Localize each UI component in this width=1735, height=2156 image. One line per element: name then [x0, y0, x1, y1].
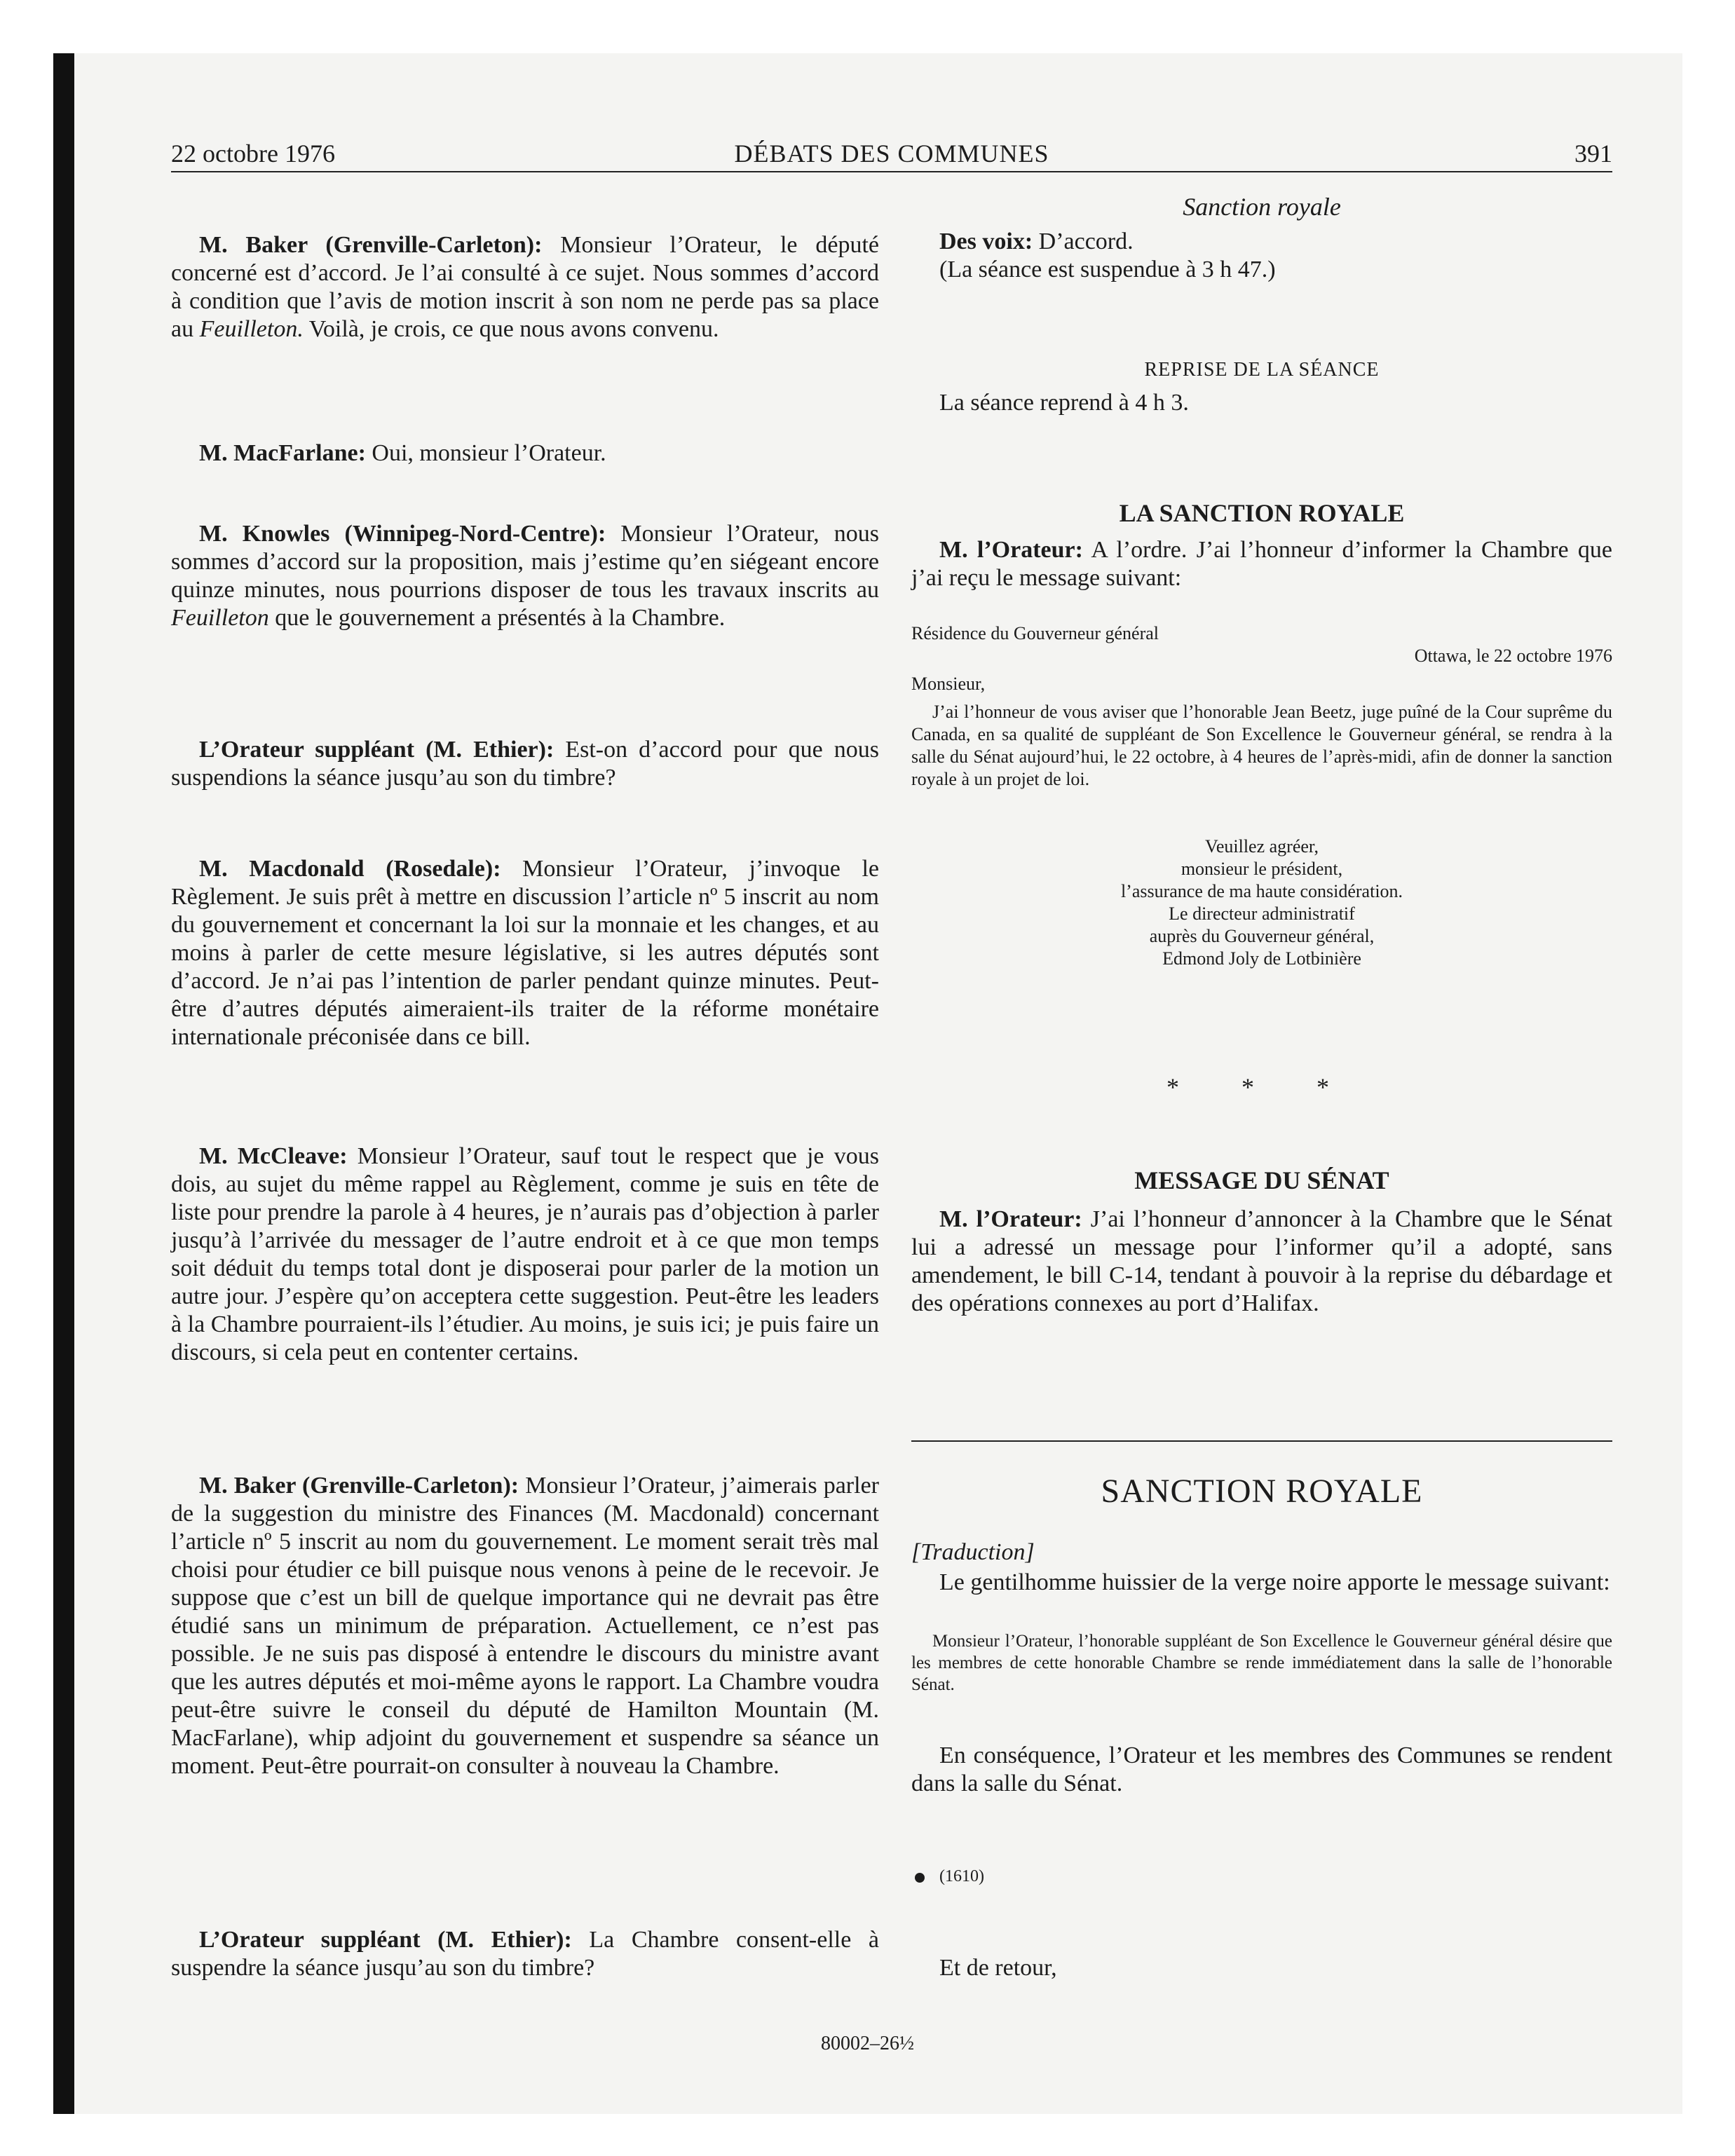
letter-body: J’ai l’honneur de vous aviser que l’honorable Jean Beetz, juge puîné de la Cour suprême du Canada, en sa qualité de suppléant de Son Excellence le Gouverneur général, se rendra à la salle du Sénat aujourd’hui, le 22 octobre, à 4 heures de l’après-midi, afin de donner la sanction royale à un projet de loi.: [911, 702, 1612, 789]
speech-text: Monsieur l’Orateur, j’invoque le Règlement. Je suis prêt à mettre en discussion l’article nº 5 inscrit au nom du gouvernement et concernant la loi sur la monnaie et les changes, et au moins à parler de cette mesure législative, si les autres députés sont d’accord. Je n’ai pas l’intention de parler pendant quinze minutes. Peut-être d’autres députés aimeraient-ils traiter de la réforme monétaire internationale préconisée dans ce bill.: [171, 856, 879, 1050]
speech-mccleave: [171, 1142, 879, 1367]
letter-body-block: [911, 701, 1612, 791]
timestamp: (1610): [939, 1867, 984, 1885]
speaker-name: L’Orateur suppléant (M. Ethier):: [199, 737, 554, 763]
letter-salutation: Monsieur,: [911, 674, 986, 694]
speech-italic: Feuilleton.: [199, 316, 304, 342]
page-number: 391: [1574, 139, 1612, 168]
senate-message: [911, 1206, 1612, 1318]
speech-text: Oui, monsieur l’Orateur.: [365, 440, 606, 466]
speech-text: Monsieur l’Orateur, sauf tout le respect que je vous dois, au sujet du même rappel au Règlement, comme je suis en tête de liste pour prendre la parole à 4 heures, je n’aurais pas d’objection à parler jusqu’à l’arrivée du messager de l’autre endroit et à ce que mon temps soit déduit du temps total dont je disposerai pour parler de la motion un autre jour. J’espère qu’on acceptera cette suggestion. Peut-être les leaders à la Chambre pourraient-ils l’étudier. Au moins, je suis ici; je puis faire un discours, si cela peut en contenter certains.: [171, 1143, 880, 1365]
speaker-name: M. Knowles (Winnipeg-Nord-Centre):: [199, 521, 606, 547]
usher-message-block: [911, 1630, 1612, 1696]
header-title: DÉBATS DES COMMUNES: [734, 139, 1049, 168]
speech-text: La Chambre consent-elle à suspendre la séance jusqu’au son du timbre?: [171, 1927, 879, 1981]
page-header: [171, 139, 1612, 175]
speaker-name: M. Baker (Grenville-Carleton):: [199, 232, 543, 258]
speech-knowles: [171, 520, 879, 632]
letter-residence: Résidence du Gouverneur général: [911, 623, 1159, 643]
speaker-name: M. MacFarlane:: [199, 440, 366, 466]
letter-closing: [911, 835, 1612, 970]
royal-assent-big-heading: SANCTION ROYALE: [1101, 1473, 1423, 1510]
page-footer: 80002–26½: [821, 2033, 914, 2054]
return-block: [911, 1954, 1612, 1982]
royal-assent-heading: LA SANCTION ROYALE: [1119, 499, 1405, 527]
translation-note: [Traduction]: [911, 1539, 1035, 1565]
resumption-block: [911, 389, 1612, 417]
closing-line: l’assurance de ma haute considération.: [1120, 881, 1403, 901]
suspension-note: (La séance est suspendue à 3 h 47.): [939, 257, 1276, 282]
senate-heading: MESSAGE DU SÉNAT: [1134, 1166, 1389, 1194]
speech-text: Voilà, je crois, ce que nous avons convenu.: [303, 316, 719, 342]
speaker-name: M. Macdonald (Rosedale):: [199, 856, 501, 882]
speaker-announcement: [911, 536, 1612, 592]
speech-ethier-1: [171, 736, 879, 792]
speech-ethier-2: [171, 1926, 879, 1982]
running-head: Sanction royale: [1183, 193, 1341, 221]
bullet-icon: [915, 1873, 925, 1883]
letter-place-date: Ottawa, le 22 octobre 1976: [1414, 646, 1612, 666]
section-rule: [911, 1440, 1612, 1442]
speaker-name: Des voix:: [939, 228, 1033, 254]
speech-text: D’accord.: [1033, 228, 1134, 254]
closing-line: auprès du Gouverneur général,: [1149, 926, 1375, 946]
speaker-name: M. l’Orateur:: [939, 1206, 1082, 1232]
speaker-name: L’Orateur suppléant (M. Ethier):: [199, 1927, 572, 1953]
speech-macfarlane: [171, 439, 879, 468]
speech-italic: Feuilleton: [171, 605, 269, 631]
speech-text: Monsieur l’Orateur, j’aimerais parler de la suggestion du ministre des Finances (M. Macdonald) concernant l’article nº 5 inscrit au nom du gouvernement. Le moment serait très mal choisi pour étudier ce bill puisque nous venons à peine de le recevoir. Je suppose que c’est un bill de quelque importance qui ne devrait pas être étudié sans un minimum de préparation. Actuellement, ce n’est pas possible. Je ne suis pas disposé à entendre le discours du ministre avant que les autres députés et moi-même ayons le rapport. La Chambre voudra peut-être suivre le conseil du député de Hamilton Mountain (M. MacFarlane), whip adjoint du gouvernement et suspendre sa séance un moment. Peut-être pourrait-on consulter à nouveau la Chambre.: [171, 1473, 879, 1779]
closing-line: Le directeur administratif: [1169, 903, 1355, 924]
speaker-name: M. Baker (Grenville-Carleton):: [199, 1473, 519, 1499]
usher-block: [911, 1569, 1612, 1597]
consequence-block: [911, 1742, 1612, 1798]
header-rule: [171, 171, 1612, 172]
voices-block: [911, 228, 1612, 284]
speech-text: Monsieur l’Orateur, nous sommes d’accord sur la proposition, mais j’estime qu’en siégeant encore quinze minutes, nous pourrions disposer de tous les travaux inscrits au: [171, 521, 879, 603]
usher-text: Le gentilhomme huissier de la verge noire apporte le message suivant:: [939, 1569, 1610, 1595]
speech-text: A l’ordre. J’ai l’honneur d’informer la Chambre que j’ai reçu le message suivant:: [911, 537, 1612, 591]
resumption-text: La séance reprend à 4 h 3.: [939, 390, 1189, 416]
speaker-name: M. McCleave:: [199, 1143, 348, 1169]
speech-text: Est-on d’accord pour que nous suspendions la séance jusqu’au son du timbre?: [171, 737, 879, 791]
return-text: Et de retour,: [939, 1955, 1057, 1981]
closing-line: Veuillez agréer,: [1204, 836, 1319, 857]
header-date: 22 octobre 1976: [171, 139, 335, 168]
speech-baker-1: [171, 231, 879, 343]
speech-text: J’ai l’honneur d’annoncer à la Chambre que le Sénat lui a adressé un message pour l’informer qu’il a adopté, sans amendement, le bill C-14, tendant à pouvoir à la reprise du débardage et des opérations connexes au port d’Halifax.: [911, 1206, 1612, 1316]
section-separator: * * *: [1166, 1073, 1357, 1101]
closing-line: monsieur le président,: [1181, 859, 1343, 879]
consequence-text: En conséquence, l’Orateur et les membres des Communes se rendent dans la salle du Sénat.: [911, 1742, 1612, 1796]
speech-text: que le gouvernement a présentés à la Chambre.: [268, 605, 726, 631]
resumption-heading: REPRISE DE LA SÉANCE: [1144, 359, 1380, 381]
closing-line: Edmond Joly de Lotbinière: [1162, 948, 1361, 969]
usher-message: Monsieur l’Orateur, l’honorable suppléant de Son Excellence le Gouverneur général désire que les membres de cette honorable Chambre se rende immédiatement dans la salle de l’honorable Sénat.: [911, 1632, 1612, 1694]
speech-macdonald: [171, 855, 879, 1051]
binding-edge: [53, 53, 74, 2114]
speech-text: Monsieur l’Orateur, le député concerné est d’accord. Je l’ai consulté à ce sujet. Nous sommes d’accord à condition que l’avis de motion inscrit à son nom ne perde pas sa place au: [171, 232, 879, 342]
speaker-name: M. l’Orateur:: [939, 537, 1083, 563]
speech-baker-2: [171, 1472, 879, 1780]
